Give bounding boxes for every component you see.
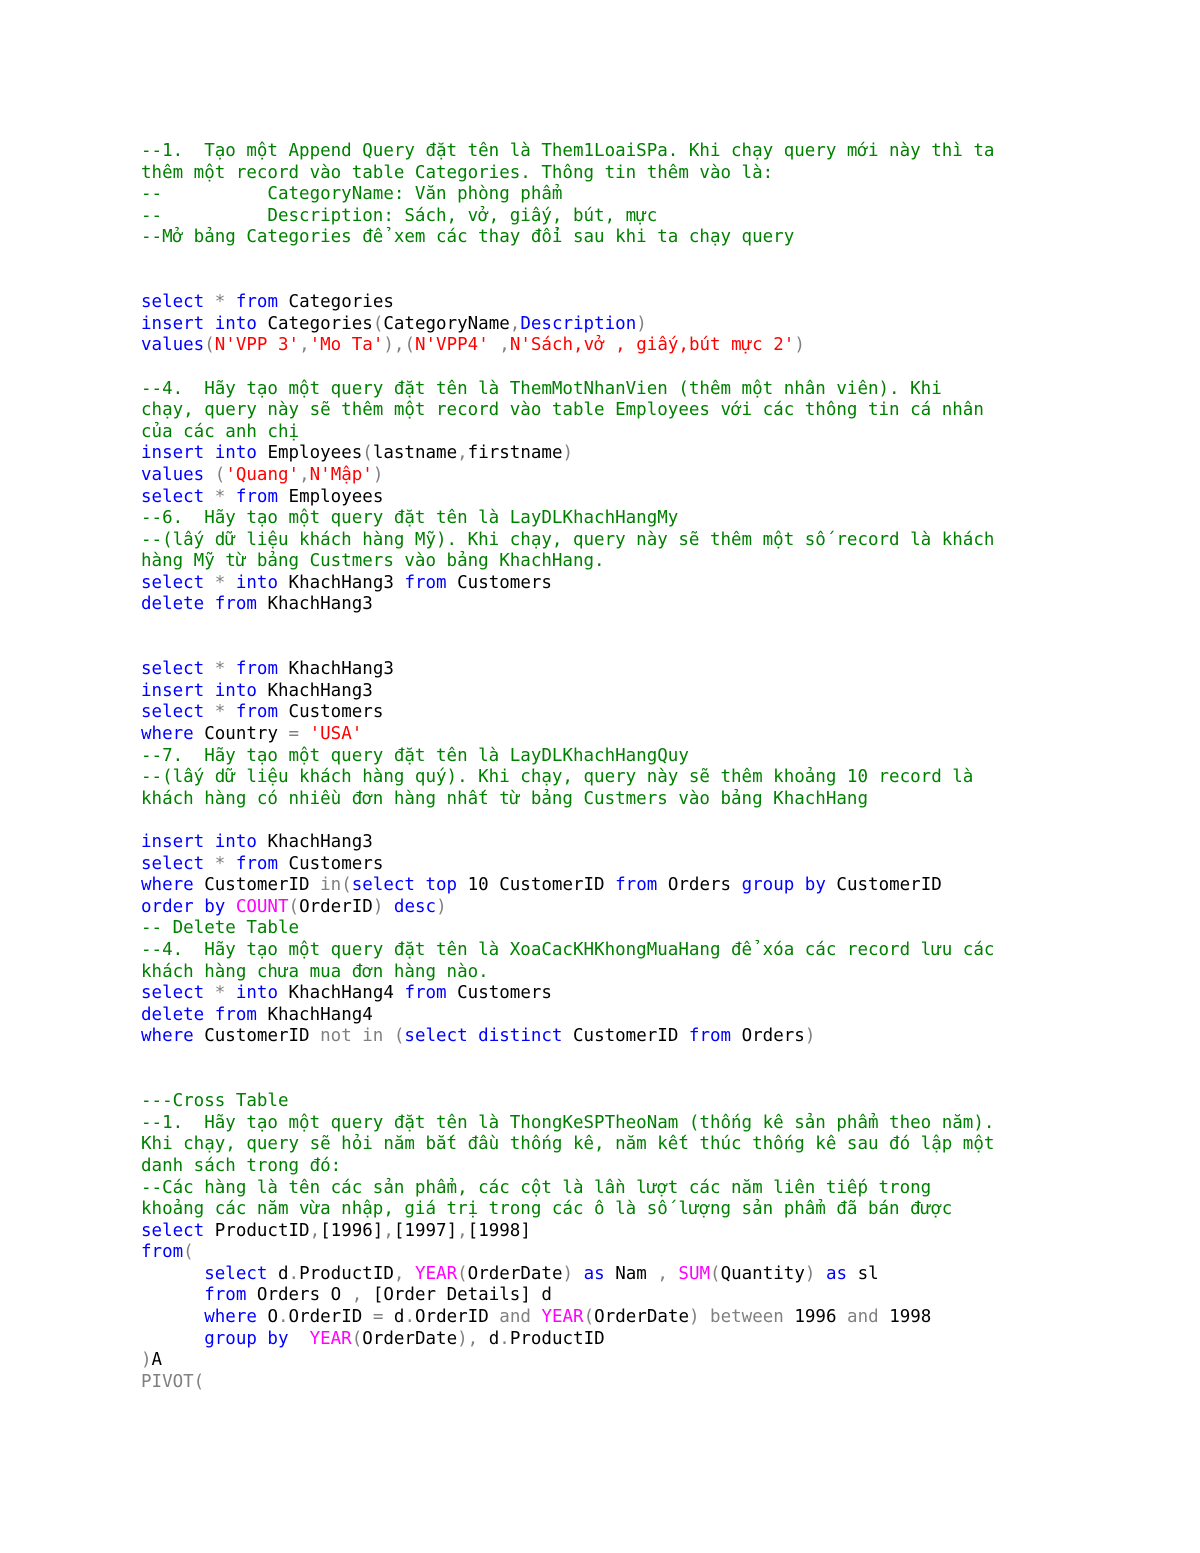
identifier-text: Orders O	[246, 1285, 352, 1306]
identifier-text: CustomerID	[193, 1026, 321, 1047]
identifier-text: [1998]	[467, 1220, 531, 1241]
code-line	[141, 638, 1181, 660]
code-line	[141, 702, 1181, 724]
string-literal: 'USA'	[309, 724, 363, 745]
identifier-text: Country	[193, 724, 289, 745]
code-line	[141, 573, 1181, 595]
code-line	[141, 227, 1181, 249]
identifier-text: Orders	[731, 1026, 805, 1047]
code-line	[141, 940, 1181, 962]
code-line	[141, 400, 1181, 422]
comment-text: --1. Tạo một Append Query đặt tên là Them1LoaiSPa. Khi chạy query mới này thì ta	[141, 141, 995, 161]
comment-text: danh sách trong đó:	[141, 1155, 342, 1176]
operator-text: and	[847, 1307, 890, 1328]
keyword-text: select	[141, 1220, 205, 1241]
string-literal: N'Sách,vở , giấy,bút mực 2'	[509, 335, 795, 356]
operator-text: )	[372, 896, 394, 917]
code-line	[141, 681, 1181, 703]
identifier-text: Employees	[256, 443, 363, 464]
keyword-text: from	[235, 486, 278, 507]
comment-text: thêm một record vào table Categories. Thông tin thêm vào là:	[141, 162, 774, 183]
identifier-text: ProductID	[204, 1220, 310, 1241]
identifier-text: 1998	[889, 1307, 932, 1328]
code-line	[141, 1199, 1181, 1221]
identifier-text: firstname	[467, 443, 563, 464]
keyword-text: as	[583, 1263, 605, 1284]
operator-text: *	[214, 292, 236, 313]
comment-text: --1. Hãy tạo một query đặt tên là ThongKeSPTheoNam (thống kê sản phẩm theo năm).	[141, 1112, 995, 1133]
comment-text: ---Cross Table	[141, 1091, 289, 1112]
code-line	[141, 810, 1181, 832]
operator-text: *	[214, 853, 236, 874]
operator-text: in(	[320, 875, 352, 896]
keyword-text: select	[141, 983, 215, 1004]
comment-text: --Mở bảng Categories để xem các thay đổi sau khi ta chạy query	[141, 227, 795, 248]
code-line	[141, 1221, 1181, 1243]
identifier-text: Customers	[446, 983, 552, 1004]
keyword-text: from	[235, 702, 278, 723]
operator-text: ,	[457, 1220, 468, 1241]
keyword-text: select	[141, 659, 215, 680]
code-line	[141, 443, 1181, 465]
comment-text: --Các hàng là tên các sản phẩm, các cột là lần lượt các năm liên tiếp trong	[141, 1177, 932, 1198]
string-literal: N'VPP 3'	[214, 335, 300, 356]
operator-text: *	[214, 486, 236, 507]
keyword-text: where	[141, 724, 194, 745]
operator-text: .	[499, 1328, 510, 1349]
comment-text: --4. Hãy tạo một query đặt tên là ThemMotNhanVien (thêm một nhân viên). Khi	[141, 378, 942, 399]
operator-text: (	[372, 313, 384, 334]
identifier-text: CustomerID	[193, 875, 321, 896]
keyword-text: insert into	[141, 313, 257, 334]
operator-text: =	[372, 1307, 394, 1328]
identifier-text: A	[151, 1350, 163, 1371]
code-line	[141, 1285, 1181, 1307]
operator-text: ,	[457, 443, 468, 464]
code-line	[141, 1113, 1181, 1135]
code-line	[141, 141, 1181, 163]
identifier-text: Categories	[256, 313, 373, 334]
identifier-text: OrderDate	[467, 1263, 563, 1284]
keyword-text: select	[141, 292, 215, 313]
code-line	[141, 1048, 1181, 1070]
keyword-text: from	[204, 1285, 247, 1306]
code-line	[141, 1091, 1181, 1113]
code-line	[141, 551, 1181, 573]
identifier-text: Orders	[657, 875, 742, 896]
code-line	[141, 249, 1181, 271]
operator-text: =	[288, 724, 310, 745]
identifier-text: CustomerID	[825, 875, 942, 896]
code-line	[141, 962, 1181, 984]
string-literal: N'VPP4'	[414, 335, 489, 356]
string-literal: N'Mập'	[309, 464, 373, 485]
identifier-text: ProductID	[299, 1263, 394, 1284]
identifier-text: OrderID	[299, 896, 373, 917]
identifier-text: lastname	[372, 443, 458, 464]
comment-text: -- Delete Table	[141, 918, 300, 939]
keyword-text: values	[141, 464, 215, 485]
identifier-text: [1996]	[320, 1220, 384, 1241]
identifier-text: Customers	[446, 572, 552, 593]
operator-text: ,	[393, 1263, 415, 1284]
identifier-text	[141, 1307, 204, 1327]
identifier-text: d	[488, 1328, 500, 1349]
string-literal: 'Quang'	[225, 464, 300, 485]
code-line	[141, 854, 1181, 876]
identifier-text: KhachHang3	[256, 594, 373, 615]
operator-text: PIVOT(	[141, 1371, 205, 1392]
comment-text: khách hàng chưa mua đơn hàng nào.	[141, 961, 489, 982]
comment-text: --(lấy dữ liệu khách hàng Mỹ). Khi chạy, query này sẽ thêm một số record là khách	[141, 529, 995, 550]
operator-text: ,	[509, 313, 521, 334]
code-line	[141, 1178, 1181, 1200]
operator-text: ),	[457, 1328, 489, 1349]
identifier-text: KhachHang3	[256, 680, 373, 701]
operator-text: (	[204, 335, 215, 356]
code-line	[141, 184, 1181, 206]
comment-text: --7. Hãy tạo một query đặt tên là LayDLKhachHangQuy	[141, 745, 689, 766]
keyword-text: from	[688, 1026, 732, 1047]
code-line	[141, 918, 1181, 940]
code-line	[141, 616, 1181, 638]
operator-text: ,	[383, 1220, 394, 1241]
operator-text: ),(	[383, 335, 415, 356]
operator-text: (	[457, 1263, 468, 1284]
code-line	[141, 1242, 1181, 1264]
keyword-text: where	[204, 1307, 257, 1328]
keyword-text: from	[404, 572, 447, 593]
code-line	[141, 508, 1181, 530]
comment-text: hàng Mỹ từ bảng Custmers vào bảng KhachHang.	[141, 551, 605, 572]
comment-text: chạy, query này sẽ thêm một record vào table Employees với các thông tin cá nhân	[141, 400, 984, 421]
code-line	[141, 983, 1181, 1005]
identifier-text: KhachHang4	[256, 1004, 373, 1025]
code-line	[141, 789, 1181, 811]
code-line	[141, 746, 1181, 768]
comment-text: -- Description: Sách, vở, giấy, bút, mực	[141, 205, 658, 226]
operator-text: (	[351, 1328, 363, 1349]
keyword-text: delete from	[141, 594, 257, 615]
code-line	[141, 335, 1181, 357]
identifier-text: KhachHang3	[278, 572, 405, 593]
keyword-text: select top	[351, 875, 458, 896]
code-line	[141, 206, 1181, 228]
identifier-text: Categories	[278, 292, 394, 313]
keyword-text: desc	[393, 896, 437, 917]
operator-text: *	[214, 983, 236, 1004]
keyword-text: insert into	[141, 443, 257, 464]
operator-text: (	[214, 464, 226, 485]
identifier-text: OrderID	[288, 1307, 373, 1328]
keyword-text: from	[235, 292, 278, 313]
operator-text: )	[436, 896, 447, 917]
code-line	[141, 832, 1181, 854]
keyword-text: from	[615, 875, 658, 896]
identifier-text: KhachHang3	[278, 659, 394, 680]
code-line	[141, 530, 1181, 552]
comment-text: của các anh chị	[141, 421, 300, 442]
keyword-text: into	[235, 572, 278, 593]
identifier-text: KhachHang3	[256, 832, 373, 852]
identifier-text: O	[256, 1307, 278, 1328]
comment-text: -- CategoryName: Văn phòng phẩm	[141, 184, 563, 205]
code-line	[141, 292, 1181, 314]
code-line	[141, 465, 1181, 487]
operator-text: )	[804, 1026, 816, 1047]
code-line	[141, 1156, 1181, 1178]
identifier-text	[141, 1264, 204, 1284]
code-line	[141, 594, 1181, 616]
keyword-text: where	[141, 875, 194, 896]
code-line	[141, 487, 1181, 509]
operator-text: ,	[299, 335, 310, 356]
operator-text: )	[562, 1263, 584, 1284]
identifier-text: Employees	[278, 486, 384, 507]
code-line	[141, 379, 1181, 401]
code-line	[141, 897, 1181, 919]
identifier-text: 10 CustomerID	[457, 875, 616, 896]
operator-text: (	[583, 1307, 595, 1328]
code-line	[141, 1329, 1181, 1351]
keyword-text: from	[141, 1242, 184, 1263]
identifier-text: OrderID	[415, 1307, 500, 1328]
operator-text: *	[214, 572, 236, 593]
identifier-text: [1997]	[393, 1220, 458, 1241]
identifier-text: OrderDate	[594, 1307, 689, 1328]
function-name: COUNT	[235, 896, 289, 917]
identifier-text: Nam	[604, 1263, 658, 1284]
operator-text: )	[372, 464, 384, 485]
code-line	[141, 1372, 1181, 1394]
code-line	[141, 314, 1181, 336]
operator-text: ) between	[688, 1307, 795, 1328]
keyword-text: group by	[741, 875, 826, 896]
operator-text: (	[710, 1263, 721, 1284]
comment-text: --4. Hãy tạo một query đặt tên là XoaCacKHKhongMuaHang để xóa các record lưu các	[141, 939, 995, 960]
code-line	[141, 724, 1181, 746]
code-line	[141, 1134, 1181, 1156]
keyword-text: from	[235, 659, 278, 680]
operator-text: ,	[299, 464, 310, 485]
keyword-text: group by	[204, 1328, 310, 1349]
operator-text: *	[214, 702, 236, 723]
keyword-text: from	[404, 983, 447, 1004]
code-line	[141, 357, 1181, 379]
function-name: YEAR	[309, 1328, 352, 1349]
keyword-text: select	[141, 486, 215, 507]
operator-text: (	[183, 1242, 194, 1263]
comment-text: --(lấy dữ liệu khách hàng quý). Khi chạy, query này sẽ thêm khoảng 10 record là	[141, 767, 974, 788]
keyword-text: select	[141, 572, 215, 593]
operator-text: )	[794, 335, 805, 356]
keyword-text: delete from	[141, 1004, 257, 1025]
keyword-text: select	[204, 1263, 268, 1284]
code-line	[141, 1026, 1181, 1048]
string-literal: 'Mo Ta'	[309, 335, 384, 356]
operator-text: )	[804, 1263, 826, 1284]
code-line	[141, 422, 1181, 444]
keyword-text: into	[235, 983, 278, 1004]
identifier-text: CategoryName	[383, 313, 510, 334]
keyword-text: insert into	[141, 832, 257, 852]
keyword-text: select distinct	[404, 1026, 563, 1047]
operator-text: (	[288, 896, 300, 917]
identifier-text: d	[393, 1307, 405, 1328]
code-line	[141, 1005, 1181, 1027]
code-line	[141, 659, 1181, 681]
operator-text: (	[362, 443, 373, 464]
keyword-text: select	[141, 853, 215, 874]
identifier-text: OrderDate	[362, 1328, 458, 1349]
keyword-text: from	[235, 853, 278, 874]
operator-text: )	[141, 1350, 152, 1371]
keyword-text: select	[141, 702, 215, 723]
operator-text: *	[214, 659, 236, 680]
identifier-text: sl	[847, 1263, 879, 1284]
identifier-text: CustomerID	[562, 1026, 689, 1047]
comment-text: khoảng các năm vừa nhập, giá trị trong các ô là số lượng sản phẩm đã bán được	[141, 1199, 953, 1220]
operator-text: .	[277, 1307, 289, 1328]
function-name: YEAR	[541, 1307, 584, 1328]
identifier-text: 1996	[794, 1307, 848, 1328]
sql-code-document	[141, 141, 1181, 1393]
keyword-text: insert into	[141, 680, 257, 701]
code-line	[141, 875, 1181, 897]
operator-text: .	[288, 1263, 300, 1284]
operator-text: ,	[488, 335, 510, 356]
comment-text: --6. Hãy tạo một query đặt tên là LayDLKhachHangMy	[141, 508, 679, 529]
operator-text: ,	[657, 1263, 679, 1284]
code-line	[141, 163, 1181, 185]
operator-text: .	[404, 1307, 415, 1328]
keyword-text: as	[825, 1263, 848, 1284]
identifier-text: ProductID	[509, 1328, 605, 1349]
identifier-text: KhachHang4	[278, 983, 405, 1004]
keyword-text: order by	[141, 896, 236, 917]
identifier-text: Quantity	[720, 1263, 805, 1284]
operator-text: not in (	[320, 1026, 405, 1047]
identifier-text: [Order Details] d	[372, 1285, 552, 1306]
identifier-text	[141, 1329, 204, 1349]
identifier-text: Customers	[278, 702, 384, 723]
operator-text: )	[636, 313, 647, 334]
function-name: SUM	[678, 1263, 711, 1284]
operator-text: ,	[309, 1220, 321, 1241]
keyword-text: where	[141, 1026, 194, 1047]
code-line	[141, 1070, 1181, 1092]
operator-text: and	[499, 1307, 542, 1328]
code-line	[141, 767, 1181, 789]
function-name: YEAR	[414, 1263, 458, 1284]
keyword-text: values	[141, 335, 205, 356]
code-line	[141, 271, 1181, 293]
identifier-text	[141, 1285, 204, 1305]
comment-text: khách hàng có nhiều đơn hàng nhất từ bảng Custmers vào bảng KhachHang	[141, 788, 868, 809]
identifier-text: Customers	[278, 853, 384, 874]
comment-text: Khi chạy, query sẽ hỏi năm bắt đầu thống kê, năm kết thúc thống kê sau đó lập một	[141, 1134, 995, 1155]
operator-text: ,	[351, 1285, 373, 1306]
keyword-text: Description	[520, 313, 637, 334]
operator-text: )	[562, 443, 574, 464]
code-line	[141, 1307, 1181, 1329]
code-line	[141, 1350, 1181, 1372]
code-line	[141, 1264, 1181, 1286]
identifier-text: d	[267, 1263, 289, 1284]
